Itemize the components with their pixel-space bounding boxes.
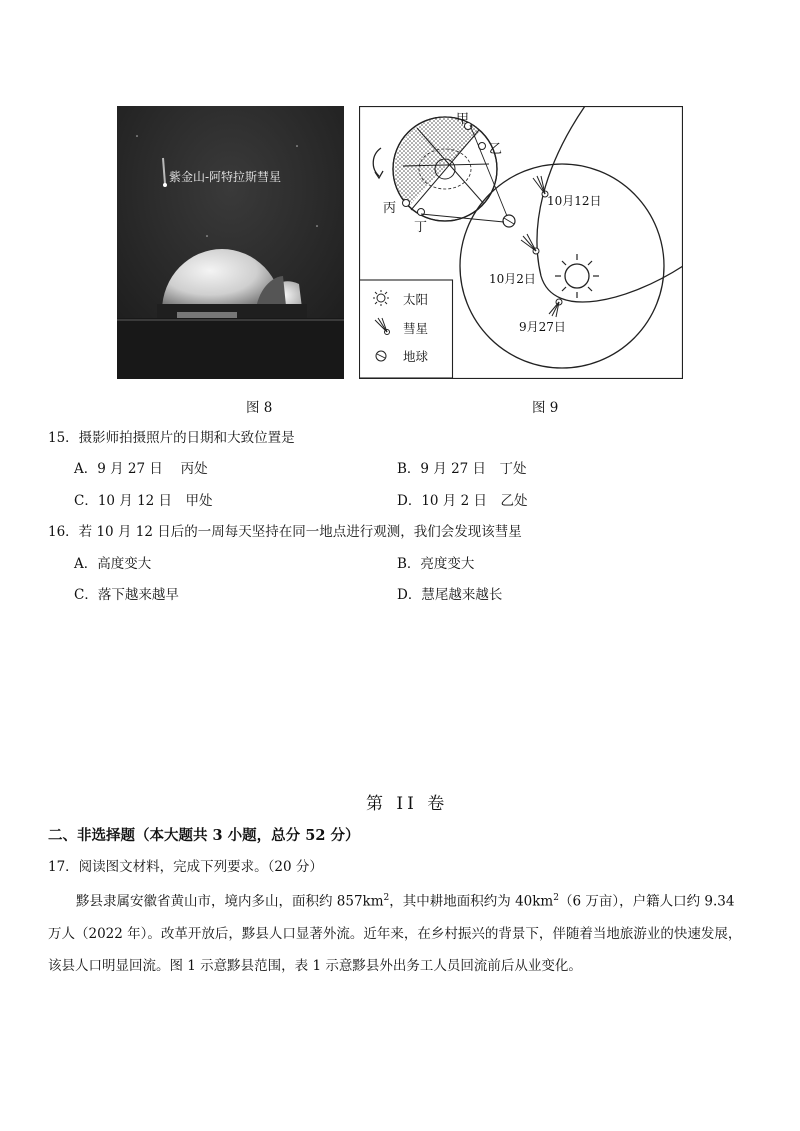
legend-comet-label: 彗星 [403, 321, 429, 336]
figure-9-caption: 图 9 [532, 400, 559, 416]
q15-option-c: C．10 月 12 日 甲处 [74, 493, 213, 509]
label-ding: 丁 [414, 220, 428, 235]
label-yi: 乙 [489, 142, 503, 157]
observatory-photo-graphic [117, 106, 344, 379]
q16-option-c: C．落下越来越早 [74, 587, 179, 603]
comet-orbit-diagram [359, 106, 683, 379]
q15-option-d: D．10 月 2 日 乙处 [397, 493, 528, 509]
q16-stem: 16．若 10 月 12 日后的一周每天坚持在同一地点进行观测，我们会发现该彗星 [48, 524, 522, 540]
part-2-heading: 二、非选择题（本大题共 3 小题，总分 52 分） [48, 827, 360, 844]
point-bing-marker [403, 200, 410, 207]
figure-8-caption: 图 8 [246, 400, 273, 416]
label-oct2: 10月2日 [489, 272, 536, 286]
legend-earth-label: 地球 [403, 349, 429, 364]
q17-para-sup-2: 2 [553, 893, 559, 903]
q17-para-text-1: 黟县隶属安徽省黄山市，境内多山，面积约 857km [76, 893, 384, 910]
q15-stem: 15．摄影师拍摄照片的日期和大致位置是 [48, 430, 295, 446]
comet-photo-label: 紫金山-阿特拉斯彗星 [169, 170, 282, 184]
legend-sun-label: 太阳 [403, 292, 429, 307]
figure-9-diagram [359, 106, 683, 379]
q15-option-b: B．9 月 27 日 丁处 [397, 461, 527, 477]
q15-option-a: A．9 月 27 日 丙处 [74, 461, 208, 477]
legend-earth-icon [376, 351, 386, 361]
label-jia: 甲 [456, 112, 470, 127]
label-sep27: 9月27日 [519, 320, 566, 334]
q16-option-a: A．高度变大 [74, 556, 152, 572]
q17-material-paragraph [48, 882, 748, 982]
q16-option-d: D．慧尾越来越长 [397, 587, 503, 603]
part-2-title: 第 II 卷 [366, 794, 449, 814]
q17-para-text-3: （6 万亩），户籍人口约 9.34 万人（2022 年）。改革开放后，黟县人口显著外流。近年来，在乡村振兴的背景下，伴随着当地旅游业的快速发展，该县人口明显回流。图 1 示意黟县范围，表 1 示意黟县外出务工人员回流前后从业变化。 [48, 893, 742, 974]
q17-stem: 17．阅读图文材料，完成下列要求。（20 分） [48, 859, 323, 875]
label-bing: 丙 [383, 201, 397, 216]
figure-8-photo [117, 106, 344, 379]
label-oct12: 10月12日 [547, 194, 602, 208]
q16-option-b: B．亮度变大 [397, 556, 475, 572]
q17-para-text-2: ，其中耕地面积约为 40km [389, 893, 554, 910]
q17-para-sup-1: 2 [383, 893, 390, 903]
